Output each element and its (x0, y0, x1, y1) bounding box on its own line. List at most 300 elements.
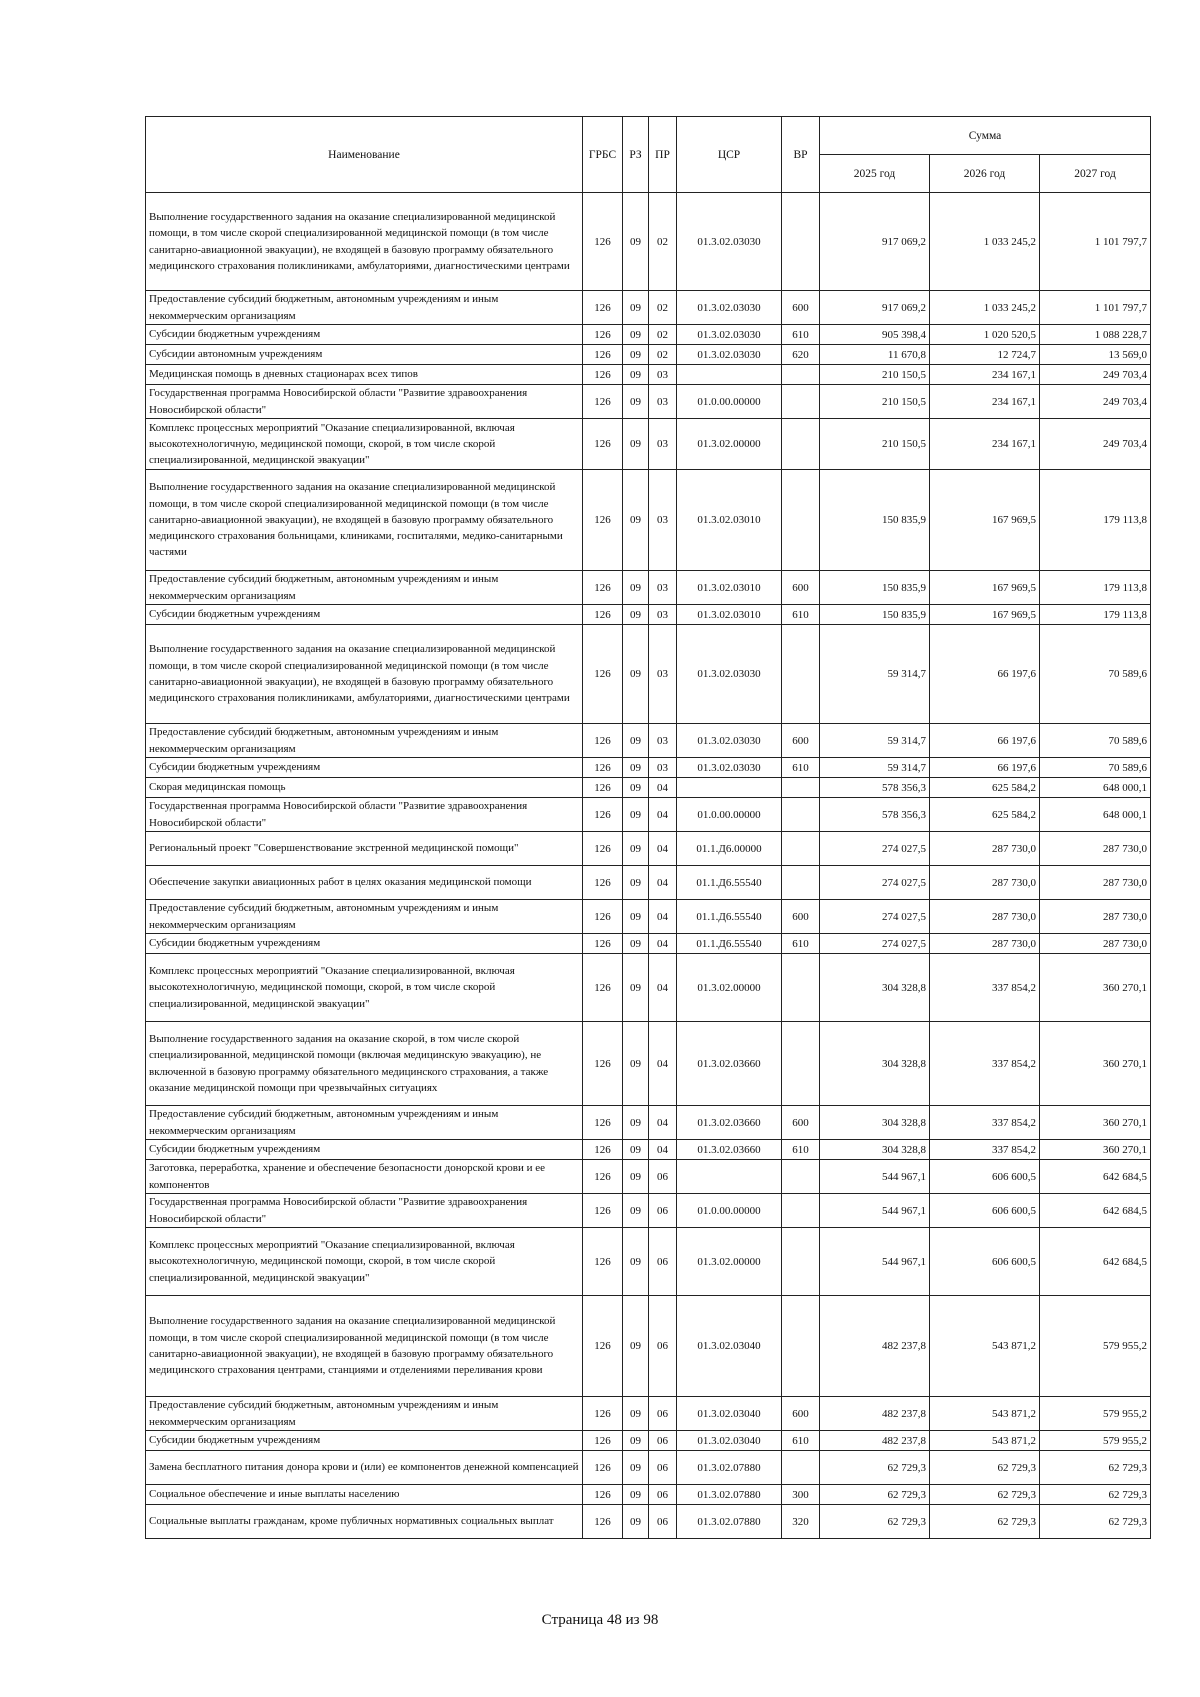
row-rz: 09 (623, 1505, 649, 1539)
row-vr: 300 (782, 1485, 820, 1505)
row-amount-2027: 648 000,1 (1040, 798, 1151, 832)
row-grbs: 126 (583, 625, 623, 724)
table-row (146, 1451, 1151, 1485)
row-pr: 02 (649, 291, 677, 325)
row-amount-2026: 167 969,5 (930, 605, 1040, 625)
row-pr: 04 (649, 832, 677, 866)
row-grbs: 126 (583, 365, 623, 385)
page-number: Страница 48 из 98 (541, 1612, 659, 1628)
row-rz: 09 (623, 1296, 649, 1397)
row-csr: 01.3.02.03660 (677, 1022, 782, 1106)
row-csr: 01.1.Д6.55540 (677, 900, 782, 934)
row-amount-2025: 62 729,3 (820, 1451, 930, 1485)
row-rz: 09 (623, 325, 649, 345)
row-vr (782, 1451, 820, 1485)
row-rz: 09 (623, 934, 649, 954)
row-rz: 09 (623, 798, 649, 832)
row-amount-2027: 579 955,2 (1040, 1431, 1151, 1451)
row-amount-2026: 337 854,2 (930, 1140, 1040, 1160)
row-amount-2025: 59 314,7 (820, 724, 930, 758)
row-pr: 03 (649, 385, 677, 419)
table-row (146, 1296, 1151, 1397)
table-row (146, 1022, 1151, 1106)
table-row (146, 1397, 1151, 1431)
row-csr: 01.3.02.00000 (677, 1228, 782, 1296)
row-csr: 01.3.02.03040 (677, 1296, 782, 1397)
row-amount-2025: 59 314,7 (820, 625, 930, 724)
row-csr: 01.3.02.03030 (677, 325, 782, 345)
row-grbs: 126 (583, 1140, 623, 1160)
table-row (146, 724, 1151, 758)
row-rz: 09 (623, 832, 649, 866)
row-amount-2027: 62 729,3 (1040, 1451, 1151, 1485)
row-grbs: 126 (583, 291, 623, 325)
row-name: Выполнение государственного задания на оказание специализированной медицинской помощи, в том числе скорой специализированной медицинской помощи (в том числе санитарно-авиационной эвакуации), не входящей в базовую программу обязательного медицинского страхования поликлиниками, амбулаториями, диагностическими центрами (146, 625, 583, 724)
row-rz: 09 (623, 1451, 649, 1485)
row-grbs: 126 (583, 385, 623, 419)
row-csr: 01.3.02.03010 (677, 605, 782, 625)
table-row (146, 419, 1151, 470)
row-grbs: 126 (583, 1022, 623, 1106)
row-vr (782, 778, 820, 798)
row-amount-2025: 544 967,1 (820, 1160, 930, 1194)
row-amount-2027: 360 270,1 (1040, 954, 1151, 1022)
row-amount-2025: 304 328,8 (820, 1022, 930, 1106)
row-amount-2025: 578 356,3 (820, 798, 930, 832)
row-grbs: 126 (583, 325, 623, 345)
row-amount-2027: 1 088 228,7 (1040, 325, 1151, 345)
header-grbs: ГРБС (583, 117, 623, 193)
row-amount-2027: 62 729,3 (1040, 1485, 1151, 1505)
header-year-2025: 2025 год (820, 155, 930, 193)
row-amount-2025: 917 069,2 (820, 291, 930, 325)
row-grbs: 126 (583, 1160, 623, 1194)
row-vr: 610 (782, 605, 820, 625)
row-amount-2027: 1 101 797,7 (1040, 193, 1151, 291)
row-amount-2026: 287 730,0 (930, 832, 1040, 866)
row-amount-2027: 642 684,5 (1040, 1228, 1151, 1296)
row-csr: 01.3.02.03030 (677, 724, 782, 758)
row-name: Предоставление субсидий бюджетным, автономным учреждениям и иным некоммерческим организациям (146, 724, 583, 758)
row-amount-2025: 482 237,8 (820, 1296, 930, 1397)
row-pr: 04 (649, 900, 677, 934)
row-rz: 09 (623, 605, 649, 625)
row-grbs: 126 (583, 1296, 623, 1397)
row-name: Государственная программа Новосибирской области "Развитие здравоохранения Новосибирской области" (146, 1194, 583, 1228)
row-name: Государственная программа Новосибирской области "Развитие здравоохранения Новосибирской области" (146, 385, 583, 419)
row-csr (677, 1160, 782, 1194)
row-amount-2027: 249 703,4 (1040, 385, 1151, 419)
budget-table (145, 116, 1151, 1539)
row-vr (782, 419, 820, 470)
table-body (146, 193, 1151, 1539)
table-row (146, 1106, 1151, 1140)
row-csr: 01.3.02.03010 (677, 470, 782, 571)
row-amount-2025: 274 027,5 (820, 866, 930, 900)
row-name: Выполнение государственного задания на оказание скорой, в том числе скорой специализированной, медицинской помощи (включая медицинскую эвакуацию), не включенной в базовую программу обязательного медицинского страхования, а также оказание медицинской помощи при чрезвычайных ситуациях (146, 1022, 583, 1106)
row-pr: 03 (649, 605, 677, 625)
row-amount-2025: 62 729,3 (820, 1485, 930, 1505)
row-amount-2025: 905 398,4 (820, 325, 930, 345)
row-grbs: 126 (583, 798, 623, 832)
row-vr (782, 1296, 820, 1397)
row-name: Региональный проект "Совершенствование экстренной медицинской помощи" (146, 832, 583, 866)
row-grbs: 126 (583, 1505, 623, 1539)
table-row (146, 1140, 1151, 1160)
table-row (146, 1431, 1151, 1451)
row-vr (782, 385, 820, 419)
row-pr: 02 (649, 193, 677, 291)
row-amount-2025: 304 328,8 (820, 1140, 930, 1160)
row-csr: 01.3.02.03660 (677, 1106, 782, 1140)
row-amount-2026: 1 020 520,5 (930, 325, 1040, 345)
row-rz: 09 (623, 778, 649, 798)
row-pr: 06 (649, 1296, 677, 1397)
row-pr: 06 (649, 1228, 677, 1296)
header-pr: ПР (649, 117, 677, 193)
row-pr: 03 (649, 625, 677, 724)
row-rz: 09 (623, 1160, 649, 1194)
table-row (146, 385, 1151, 419)
row-pr: 04 (649, 934, 677, 954)
table-row (146, 758, 1151, 778)
row-amount-2026: 62 729,3 (930, 1505, 1040, 1539)
table-row (146, 470, 1151, 571)
row-grbs: 126 (583, 345, 623, 365)
row-name: Государственная программа Новосибирской области "Развитие здравоохранения Новосибирской области" (146, 798, 583, 832)
row-amount-2027: 579 955,2 (1040, 1397, 1151, 1431)
row-amount-2027: 648 000,1 (1040, 778, 1151, 798)
row-csr: 01.3.02.03040 (677, 1431, 782, 1451)
row-amount-2027: 249 703,4 (1040, 419, 1151, 470)
row-vr (782, 470, 820, 571)
table-row (146, 954, 1151, 1022)
row-vr: 600 (782, 900, 820, 934)
row-name: Субсидии бюджетным учреждениям (146, 758, 583, 778)
table-row (146, 1505, 1151, 1539)
row-rz: 09 (623, 345, 649, 365)
row-amount-2026: 167 969,5 (930, 470, 1040, 571)
table-row (146, 1160, 1151, 1194)
row-amount-2025: 917 069,2 (820, 193, 930, 291)
row-pr: 06 (649, 1485, 677, 1505)
row-name: Предоставление субсидий бюджетным, автономным учреждениям и иным некоммерческим организациям (146, 291, 583, 325)
row-rz: 09 (623, 758, 649, 778)
row-name: Субсидии бюджетным учреждениям (146, 1431, 583, 1451)
row-vr: 600 (782, 724, 820, 758)
row-pr: 03 (649, 365, 677, 385)
row-grbs: 126 (583, 866, 623, 900)
row-amount-2026: 66 197,6 (930, 724, 1040, 758)
row-amount-2026: 543 871,2 (930, 1296, 1040, 1397)
table-row (146, 900, 1151, 934)
row-name: Предоставление субсидий бюджетным, автономным учреждениям и иным некоммерческим организациям (146, 900, 583, 934)
row-amount-2025: 150 835,9 (820, 605, 930, 625)
row-name: Предоставление субсидий бюджетным, автономным учреждениям и иным некоммерческим организациям (146, 571, 583, 605)
row-vr: 320 (782, 1505, 820, 1539)
row-vr (782, 1228, 820, 1296)
row-vr: 600 (782, 571, 820, 605)
row-grbs: 126 (583, 571, 623, 605)
row-amount-2025: 544 967,1 (820, 1194, 930, 1228)
row-vr (782, 832, 820, 866)
table-row (146, 325, 1151, 345)
row-grbs: 126 (583, 1194, 623, 1228)
row-pr: 03 (649, 419, 677, 470)
row-amount-2025: 150 835,9 (820, 470, 930, 571)
row-name: Субсидии автономным учреждениям (146, 345, 583, 365)
row-csr: 01.3.02.03030 (677, 625, 782, 724)
row-amount-2025: 274 027,5 (820, 832, 930, 866)
row-rz: 09 (623, 1140, 649, 1160)
row-vr (782, 365, 820, 385)
row-grbs: 126 (583, 1451, 623, 1485)
row-amount-2025: 274 027,5 (820, 900, 930, 934)
row-vr (782, 193, 820, 291)
row-csr: 01.3.02.00000 (677, 954, 782, 1022)
row-rz: 09 (623, 385, 649, 419)
row-rz: 09 (623, 1485, 649, 1505)
table-row (146, 778, 1151, 798)
row-csr: 01.3.02.03010 (677, 571, 782, 605)
row-pr: 04 (649, 798, 677, 832)
row-amount-2026: 337 854,2 (930, 954, 1040, 1022)
row-amount-2025: 210 150,5 (820, 385, 930, 419)
table-row (146, 605, 1151, 625)
row-csr: 01.3.02.00000 (677, 419, 782, 470)
row-name: Комплекс процессных мероприятий "Оказание специализированной, включая высокотехнологичную, медицинской помощи, скорой, в том числе скорой специализированной, медицинской эвакуации" (146, 954, 583, 1022)
row-amount-2026: 234 167,1 (930, 419, 1040, 470)
row-pr: 06 (649, 1397, 677, 1431)
table-row (146, 571, 1151, 605)
row-rz: 09 (623, 571, 649, 605)
row-csr: 01.1.Д6.00000 (677, 832, 782, 866)
row-grbs: 126 (583, 934, 623, 954)
row-amount-2026: 606 600,5 (930, 1228, 1040, 1296)
row-amount-2025: 59 314,7 (820, 758, 930, 778)
row-pr: 03 (649, 724, 677, 758)
row-pr: 04 (649, 1022, 677, 1106)
row-csr: 01.3.02.07880 (677, 1505, 782, 1539)
row-rz: 09 (623, 1194, 649, 1228)
row-name: Медицинская помощь в дневных стационарах всех типов (146, 365, 583, 385)
row-amount-2025: 150 835,9 (820, 571, 930, 605)
row-csr: 01.3.02.03030 (677, 345, 782, 365)
table-row (146, 1228, 1151, 1296)
row-pr: 06 (649, 1451, 677, 1485)
row-amount-2026: 62 729,3 (930, 1485, 1040, 1505)
row-amount-2027: 179 113,8 (1040, 470, 1151, 571)
row-amount-2026: 287 730,0 (930, 866, 1040, 900)
row-csr: 01.0.00.00000 (677, 1194, 782, 1228)
table-row (146, 193, 1151, 291)
row-vr: 610 (782, 1431, 820, 1451)
row-amount-2026: 543 871,2 (930, 1397, 1040, 1431)
row-vr: 610 (782, 1140, 820, 1160)
row-amount-2026: 167 969,5 (930, 571, 1040, 605)
row-rz: 09 (623, 470, 649, 571)
header-year-2026: 2026 год (930, 155, 1040, 193)
row-amount-2026: 625 584,2 (930, 778, 1040, 798)
row-vr: 610 (782, 325, 820, 345)
row-vr (782, 625, 820, 724)
row-name: Субсидии бюджетным учреждениям (146, 1140, 583, 1160)
row-amount-2026: 287 730,0 (930, 934, 1040, 954)
row-grbs: 126 (583, 724, 623, 758)
table-row (146, 291, 1151, 325)
row-rz: 09 (623, 291, 649, 325)
row-name: Социальное обеспечение и иные выплаты населению (146, 1485, 583, 1505)
row-amount-2025: 304 328,8 (820, 954, 930, 1022)
row-name: Субсидии бюджетным учреждениям (146, 934, 583, 954)
row-name: Обеспечение закупки авиационных работ в целях оказания медицинской помощи (146, 866, 583, 900)
row-pr: 03 (649, 470, 677, 571)
row-csr: 01.3.02.03040 (677, 1397, 782, 1431)
row-amount-2025: 62 729,3 (820, 1505, 930, 1539)
header-rz: РЗ (623, 117, 649, 193)
row-amount-2025: 482 237,8 (820, 1397, 930, 1431)
row-csr: 01.3.02.03030 (677, 193, 782, 291)
row-amount-2027: 360 270,1 (1040, 1140, 1151, 1160)
header-vr: ВР (782, 117, 820, 193)
row-amount-2026: 1 033 245,2 (930, 291, 1040, 325)
row-vr: 600 (782, 1106, 820, 1140)
row-pr: 04 (649, 1106, 677, 1140)
row-amount-2025: 482 237,8 (820, 1431, 930, 1451)
row-grbs: 126 (583, 778, 623, 798)
row-name: Выполнение государственного задания на оказание специализированной медицинской помощи, в том числе скорой специализированной медицинской помощи (в том числе санитарно-авиационной эвакуации), не входящей в базовую программу обязательного медицинского страхования центрами, станциями и отделениями переливания крови (146, 1296, 583, 1397)
row-amount-2027: 249 703,4 (1040, 365, 1151, 385)
row-amount-2027: 70 589,6 (1040, 625, 1151, 724)
row-amount-2027: 70 589,6 (1040, 724, 1151, 758)
row-amount-2026: 606 600,5 (930, 1160, 1040, 1194)
row-name: Предоставление субсидий бюджетным, автономным учреждениям и иным некоммерческим организациям (146, 1397, 583, 1431)
row-name: Выполнение государственного задания на оказание специализированной медицинской помощи, в том числе скорой специализированной медицинской помощи (в том числе санитарно-авиационной эвакуации), не входящей в базовую программу обязательного медицинского страхования поликлиниками, амбулаториями, диагностическими центрами (146, 193, 583, 291)
row-pr: 03 (649, 758, 677, 778)
row-amount-2025: 578 356,3 (820, 778, 930, 798)
row-csr: 01.1.Д6.55540 (677, 866, 782, 900)
row-amount-2027: 642 684,5 (1040, 1194, 1151, 1228)
row-rz: 09 (623, 1431, 649, 1451)
row-rz: 09 (623, 419, 649, 470)
row-name: Субсидии бюджетным учреждениям (146, 325, 583, 345)
row-amount-2026: 62 729,3 (930, 1451, 1040, 1485)
row-grbs: 126 (583, 470, 623, 571)
row-grbs: 126 (583, 832, 623, 866)
row-amount-2025: 210 150,5 (820, 365, 930, 385)
table-row (146, 625, 1151, 724)
row-amount-2026: 337 854,2 (930, 1106, 1040, 1140)
row-vr (782, 1160, 820, 1194)
row-grbs: 126 (583, 1485, 623, 1505)
row-csr: 01.3.02.07880 (677, 1485, 782, 1505)
row-amount-2026: 66 197,6 (930, 758, 1040, 778)
row-grbs: 126 (583, 758, 623, 778)
row-amount-2027: 70 589,6 (1040, 758, 1151, 778)
row-rz: 09 (623, 866, 649, 900)
row-amount-2026: 606 600,5 (930, 1194, 1040, 1228)
row-amount-2026: 234 167,1 (930, 365, 1040, 385)
row-pr: 04 (649, 1140, 677, 1160)
row-pr: 02 (649, 345, 677, 365)
row-csr: 01.3.02.03030 (677, 758, 782, 778)
table-row (146, 866, 1151, 900)
table-row (146, 934, 1151, 954)
row-vr: 620 (782, 345, 820, 365)
row-amount-2025: 544 967,1 (820, 1228, 930, 1296)
table-row (146, 832, 1151, 866)
row-amount-2026: 66 197,6 (930, 625, 1040, 724)
row-name: Скорая медицинская помощь (146, 778, 583, 798)
row-pr: 06 (649, 1505, 677, 1539)
header-csr: ЦСР (677, 117, 782, 193)
row-rz: 09 (623, 1397, 649, 1431)
row-pr: 06 (649, 1160, 677, 1194)
row-grbs: 126 (583, 193, 623, 291)
row-vr (782, 954, 820, 1022)
row-pr: 06 (649, 1431, 677, 1451)
row-grbs: 126 (583, 954, 623, 1022)
row-name: Субсидии бюджетным учреждениям (146, 605, 583, 625)
row-csr (677, 778, 782, 798)
row-amount-2025: 274 027,5 (820, 934, 930, 954)
row-vr: 610 (782, 934, 820, 954)
row-csr: 01.0.00.00000 (677, 798, 782, 832)
row-name: Предоставление субсидий бюджетным, автономным учреждениям и иным некоммерческим организациям (146, 1106, 583, 1140)
row-pr: 02 (649, 325, 677, 345)
row-name: Выполнение государственного задания на оказание специализированной медицинской помощи, в том числе скорой специализированной медицинской помощи (в том числе санитарно-авиационной эвакуации), не входящей в базовую программу обязательного медицинского страхования больницами, клиниками, госпиталями, медико-санитарными частями (146, 470, 583, 571)
row-amount-2027: 179 113,8 (1040, 571, 1151, 605)
row-amount-2026: 1 033 245,2 (930, 193, 1040, 291)
row-amount-2026: 287 730,0 (930, 900, 1040, 934)
row-vr (782, 798, 820, 832)
header-name: Наименование (146, 117, 583, 193)
row-csr: 01.3.02.03660 (677, 1140, 782, 1160)
row-rz: 09 (623, 724, 649, 758)
row-amount-2027: 62 729,3 (1040, 1505, 1151, 1539)
row-grbs: 126 (583, 605, 623, 625)
row-grbs: 126 (583, 900, 623, 934)
row-amount-2027: 13 569,0 (1040, 345, 1151, 365)
row-name: Комплекс процессных мероприятий "Оказание специализированной, включая высокотехнологичную, медицинской помощи, скорой, в том числе скорой специализированной, медицинской эвакуации" (146, 1228, 583, 1296)
row-vr: 600 (782, 1397, 820, 1431)
row-pr: 04 (649, 954, 677, 1022)
row-name: Заготовка, переработка, хранение и обеспечение безопасности донорской крови и ее компонентов (146, 1160, 583, 1194)
row-amount-2026: 12 724,7 (930, 345, 1040, 365)
row-vr (782, 866, 820, 900)
row-amount-2026: 234 167,1 (930, 385, 1040, 419)
row-vr (782, 1194, 820, 1228)
table-row (146, 798, 1151, 832)
row-grbs: 126 (583, 1106, 623, 1140)
row-vr (782, 1022, 820, 1106)
row-rz: 09 (623, 625, 649, 724)
row-amount-2027: 642 684,5 (1040, 1160, 1151, 1194)
row-amount-2027: 179 113,8 (1040, 605, 1151, 625)
row-name: Социальные выплаты гражданам, кроме публичных нормативных социальных выплат (146, 1505, 583, 1539)
row-csr: 01.0.00.00000 (677, 385, 782, 419)
row-amount-2027: 1 101 797,7 (1040, 291, 1151, 325)
row-rz: 09 (623, 900, 649, 934)
row-rz: 09 (623, 1106, 649, 1140)
table-row (146, 1194, 1151, 1228)
row-amount-2027: 287 730,0 (1040, 934, 1151, 954)
row-pr: 04 (649, 866, 677, 900)
row-pr: 06 (649, 1194, 677, 1228)
row-grbs: 126 (583, 419, 623, 470)
row-csr (677, 365, 782, 385)
row-amount-2027: 287 730,0 (1040, 866, 1151, 900)
